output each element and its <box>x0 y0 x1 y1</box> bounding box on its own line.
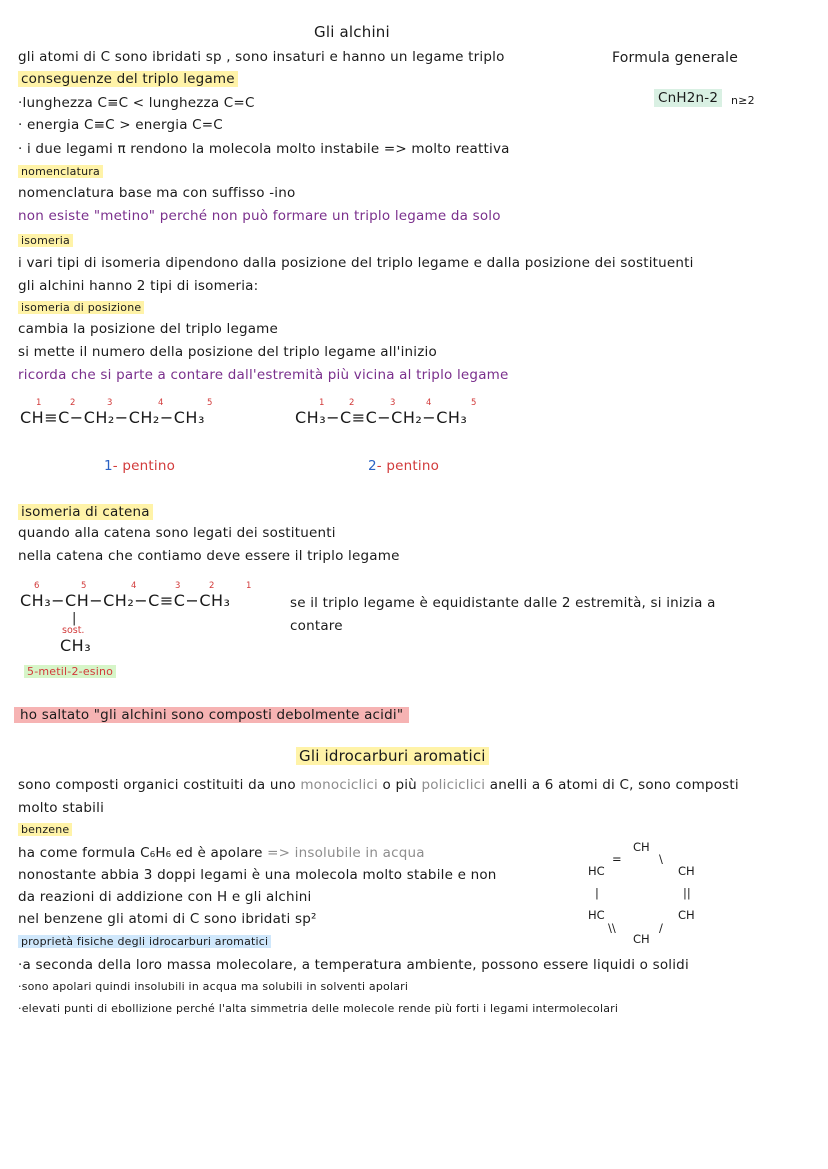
isomeria-heading: isomeria <box>18 234 73 247</box>
catena-line-1: quando alla catena sono legati dei sostituenti <box>18 525 336 541</box>
ring-carbon: CH <box>678 864 695 878</box>
ring-bond: || <box>683 886 691 900</box>
mol1-carbon-number: 3 <box>107 398 113 408</box>
aromatici-intro-poli: policiclici <box>421 777 486 793</box>
ring-carbon: CH <box>678 908 695 922</box>
aromatici-intro-a: sono composti organici costituiti da uno <box>18 777 301 793</box>
mol1-carbon-number: 1 <box>36 398 42 408</box>
benzene-line-3: da reazioni di addizione con H e gli alchini <box>18 889 312 905</box>
ring-carbon: HC <box>588 908 605 922</box>
proprieta-line-1: ·a seconda della loro massa molecolare, a temperatura ambiente, possono essere liquidi o solidi <box>18 957 689 973</box>
aromatici-title: Gli idrocarburi aromatici <box>296 747 489 765</box>
molecule-1-pentino: CH≡C−CH₂−CH₂−CH₃ <box>20 408 205 427</box>
mol2-carbon-number: 1 <box>319 398 325 408</box>
alchini-title: Gli alchini <box>314 23 390 41</box>
catena-note-2: contare <box>290 618 343 634</box>
ring-carbon: CH <box>633 932 650 946</box>
isomeria-catena-heading: isomeria di catena <box>18 504 153 520</box>
formula-generale-label: Formula generale <box>612 50 739 66</box>
ring-bond: = <box>612 852 622 866</box>
proprieta-line-2: ·sono apolari quindi insolubili in acqua ma solubili in solventi apolari <box>18 980 409 993</box>
ring-carbon: HC <box>588 864 605 878</box>
mol3-carbon-number: 3 <box>175 581 181 591</box>
energia-line: · energia C≡C > energia C=C <box>18 117 223 133</box>
benzene-line-2: nonostante abbia 3 doppi legami è una molecola molto stabile e non <box>18 867 497 883</box>
substituent-bond: | <box>72 611 77 626</box>
saltato-note: ho saltato "gli alchini sono composti debolmente acidi" <box>14 707 409 723</box>
isomeria-posizione-heading: isomeria di posizione <box>18 301 144 314</box>
mol1-carbon-number: 5 <box>207 398 213 408</box>
alchini-intro: gli atomi di C sono ibridati sp , sono insaturi e hanno un legame triplo <box>18 49 505 65</box>
conseguenze-heading: conseguenze del triplo legame <box>18 71 238 87</box>
proprieta-heading: proprietà fisiche degli idrocarburi aromatici <box>18 935 271 948</box>
mol2-carbon-number: 5 <box>471 398 477 408</box>
benzene-heading: benzene <box>18 823 72 836</box>
mol3-name: 5-metil-2-esino <box>24 665 116 678</box>
aromatici-intro-b: o più <box>378 777 422 793</box>
benzene-line-4: nel benzene gli atomi di C sono ibridati sp² <box>18 911 317 927</box>
mol3-carbon-number: 4 <box>131 581 137 591</box>
aromatici-intro-line-2: molto stabili <box>18 800 105 816</box>
mol1-carbon-number: 4 <box>158 398 164 408</box>
molecule-5-metil-2-esino: CH₃−CH−CH₂−C≡C−CH₃ <box>20 591 231 610</box>
benzene-line-1a: ha come formula C₆H₆ ed è apolare <box>18 845 268 861</box>
posizione-line-2: si mette il numero della posizione del triplo legame all'inizio <box>18 344 437 360</box>
legami-pi-line: · i due legami π rendono la molecola molto instabile => molto reattiva <box>18 141 510 157</box>
aromatici-intro-mono: monociclici <box>300 777 379 793</box>
catena-line-2: nella catena che contiamo deve essere il triplo legame <box>18 548 400 564</box>
mol2-carbon-number: 2 <box>349 398 355 408</box>
molecule-2-pentino: CH₃−C≡C−CH₂−CH₃ <box>295 408 468 427</box>
formula-condition: n≥2 <box>731 94 755 107</box>
isomeria-line-2: gli alchini hanno 2 tipi di isomeria: <box>18 278 259 294</box>
mol3-carbon-number: 5 <box>81 581 87 591</box>
aromatici-intro-c: anelli a 6 atomi di C, sono composti <box>485 777 739 793</box>
ring-bond: \\ <box>608 921 616 935</box>
ring-bond: / <box>659 921 663 935</box>
substituent-ch3: CH₃ <box>60 636 92 655</box>
lunghezza-line: ·lunghezza C≡C < lunghezza C=C <box>18 95 255 111</box>
mol3-carbon-number: 2 <box>209 581 215 591</box>
proprieta-line-3: ·elevati punti di ebollizione perché l'alta simmetria delle molecole rende più forti i legami intermolecolari <box>18 1002 619 1015</box>
isomeria-line-1: i vari tipi di isomeria dipendono dalla posizione del triplo legame e dalla posizione dei sostituenti <box>18 255 694 271</box>
ring-carbon: CH <box>633 840 650 854</box>
mol2-carbon-number: 4 <box>426 398 432 408</box>
nomenclatura-heading: nomenclatura <box>18 165 103 178</box>
formula-generale: CnH2n-2 <box>654 89 722 107</box>
mol3-carbon-number: 6 <box>34 581 40 591</box>
substituent-label: sost. <box>62 625 85 636</box>
posizione-line-1: cambia la posizione del triplo legame <box>18 321 279 337</box>
ring-bond: | <box>595 886 599 900</box>
mol2-carbon-number: 3 <box>390 398 396 408</box>
nomenclatura-base: nomenclatura base ma con suffisso -ino <box>18 185 296 201</box>
metino-note: non esiste "metino" perché non può formare un triplo legame da solo <box>18 208 501 224</box>
ring-bond: \ <box>659 852 663 866</box>
benzene-line-1b: => insolubile in acqua <box>267 845 425 861</box>
mol1-carbon-number: 2 <box>70 398 76 408</box>
posizione-ricorda: ricorda che si parte a contare dall'estremità più vicina al triplo legame <box>18 367 509 383</box>
catena-note-1: se il triplo legame è equidistante dalle 2 estremità, si inizia a <box>290 595 716 611</box>
mol3-carbon-number: 1 <box>246 581 252 591</box>
